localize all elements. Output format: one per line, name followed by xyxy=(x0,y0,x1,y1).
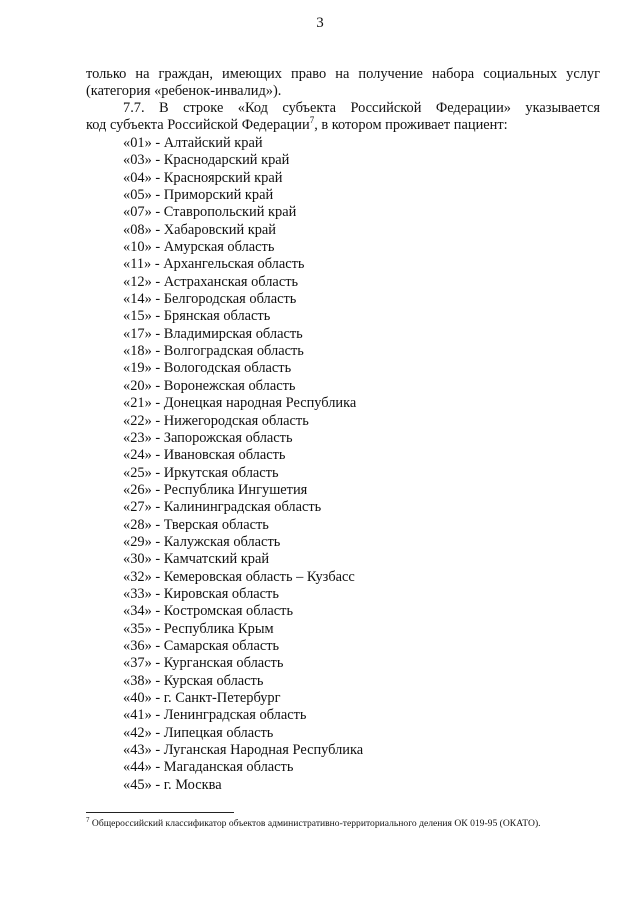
region-list-item: «08» - Хабаровский край xyxy=(123,221,277,238)
region-list-item: «19» - Вологодская область xyxy=(123,360,292,377)
region-list-item: «37» - Курганская область xyxy=(123,655,284,672)
region-list-item: «23» - Запорожская область xyxy=(123,429,293,446)
footnote-divider xyxy=(86,812,234,813)
region-list-item: «20» - Воронежская область xyxy=(123,377,296,394)
paragraph-line: (категория «ребенок-инвалид»). xyxy=(86,83,282,100)
region-list-item: «34» - Костромская область xyxy=(123,603,294,620)
region-code-list xyxy=(123,135,363,794)
region-list-item: «28» - Тверская область xyxy=(123,516,269,533)
footnote-reference[interactable]: 7 xyxy=(309,115,315,126)
region-list-item: «25» - Иркутская область xyxy=(123,464,279,481)
region-list-item: «36» - Самарская область xyxy=(123,637,280,654)
footnote-text: Общероссийский классификатор объектов административно-территориального деления ОК 019-95 (ОКАТО). xyxy=(89,818,541,829)
region-list-item: «44» - Магаданская область xyxy=(123,759,294,776)
footnote-mark: 7 xyxy=(86,815,90,824)
paragraph-continuation xyxy=(86,66,600,101)
region-list-item: «42» - Липецкая область xyxy=(123,724,274,741)
region-list-item: «11» - Архангельская область xyxy=(123,256,305,273)
region-list-item: «01» - Алтайский край xyxy=(123,135,263,151)
region-list-item: «33» - Кировская область xyxy=(123,585,279,602)
paragraph-text: , в котором проживает пациент: xyxy=(314,117,508,134)
footnote xyxy=(86,815,606,830)
region-list-item: «35» - Республика Крым xyxy=(123,620,274,637)
region-list-item: «30» - Камчатский край xyxy=(123,551,270,568)
region-list-item: «32» - Кемеровская область – Кузбасс xyxy=(123,568,355,585)
region-list-item: «17» - Владимирская область xyxy=(123,325,303,342)
paragraph-line: только на граждан, имеющих право на получение набора социальных услуг xyxy=(86,66,600,82)
region-list-item: «03» - Краснодарский край xyxy=(123,152,290,169)
region-list-item: «14» - Белгородская область xyxy=(123,291,297,308)
region-list-item: «27» - Калининградская область xyxy=(123,499,322,516)
region-list-item: «21» - Донецкая народная Республика xyxy=(123,395,357,412)
region-list-item: «12» - Астраханская область xyxy=(123,273,299,290)
region-list-item: «24» - Ивановская область xyxy=(123,447,286,464)
region-list-item: «38» - Курская область xyxy=(123,672,264,689)
region-list-item: «26» - Республика Ингушетия xyxy=(123,481,308,498)
region-list-item: «43» - Луганская Народная Республика xyxy=(123,742,364,759)
page-number: 3 xyxy=(316,15,324,31)
region-list-item: «04» - Красноярский край xyxy=(123,169,283,186)
region-list-item: «18» - Волгоградская область xyxy=(123,343,304,360)
region-list-item: «41» - Ленинградская область xyxy=(123,707,307,724)
region-list-item: «10» - Амурская область xyxy=(123,239,275,256)
region-list-item: «45» - г. Москва xyxy=(123,776,222,793)
paragraph-7-7 xyxy=(86,100,600,135)
region-list-item: «40» - г. Санкт-Петербург xyxy=(123,690,281,706)
region-list-item: «05» - Приморский край xyxy=(123,187,274,204)
region-list-item: «22» - Нижегородская область xyxy=(123,412,309,429)
region-list-item: «29» - Калужская область xyxy=(123,533,281,550)
region-list-item: «07» - Ставропольский край xyxy=(123,204,297,221)
paragraph-text: код субъекта Российской Федерации xyxy=(86,117,310,134)
paragraph-line: 7.7. В строке «Код субъекта Российской Федерации» указывается xyxy=(123,100,600,116)
paragraph-line xyxy=(86,117,600,134)
region-list-item: «15» - Брянская область xyxy=(123,308,271,325)
